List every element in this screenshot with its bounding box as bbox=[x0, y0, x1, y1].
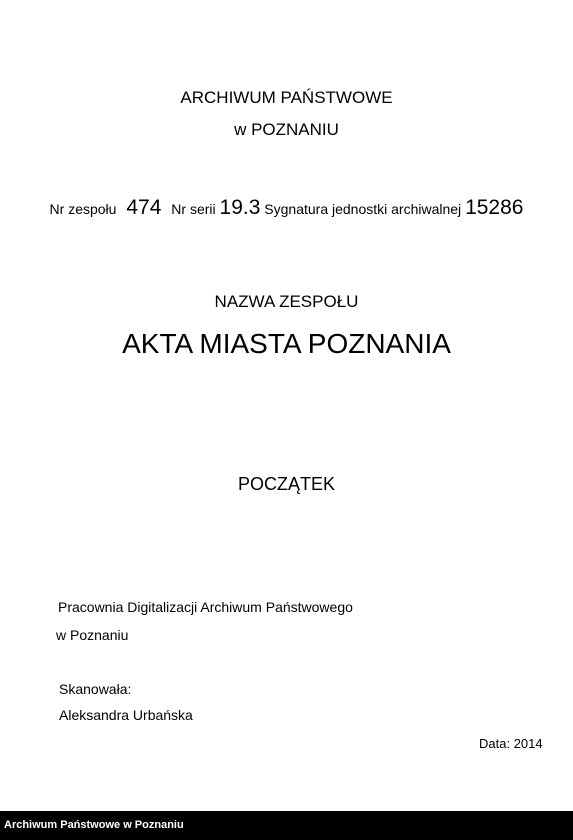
reference-line bbox=[0, 196, 573, 220]
archive-name: ARCHIWUM PAŃSTWOWE bbox=[180, 88, 393, 107]
date-label: Data: bbox=[479, 736, 511, 751]
archive-city: w POZNANIU bbox=[234, 120, 339, 139]
fonds-name-label: NAZWA ZESPOŁU bbox=[214, 292, 359, 311]
start-marker: POCZĄTEK bbox=[237, 474, 335, 494]
footer-bar bbox=[0, 811, 573, 840]
fonds-name: AKTA MIASTA POZNANIA bbox=[122, 328, 451, 359]
fonds-number-label: Nr zespołu bbox=[49, 201, 117, 217]
scanned-by-label: Skanowała: bbox=[59, 681, 132, 697]
series-number-label: Nr serii bbox=[171, 201, 216, 217]
date bbox=[479, 736, 543, 751]
lab-name: Pracownia Digitalizacji Archiwum Państwowego bbox=[58, 599, 353, 615]
scanned-by-name: Aleksandra Urbańska bbox=[59, 707, 193, 723]
signature-number: 15286 bbox=[465, 196, 524, 219]
date-value: 2014 bbox=[513, 736, 543, 751]
fonds-number: 474 bbox=[126, 196, 162, 219]
lab-city: w Poznaniu bbox=[56, 627, 129, 643]
signature-label: Sygnatura jednostki archiwalnej bbox=[264, 201, 462, 217]
footer-text: Archiwum Państwowe w Poznaniu bbox=[4, 819, 184, 831]
series-number: 19.3 bbox=[219, 196, 261, 219]
